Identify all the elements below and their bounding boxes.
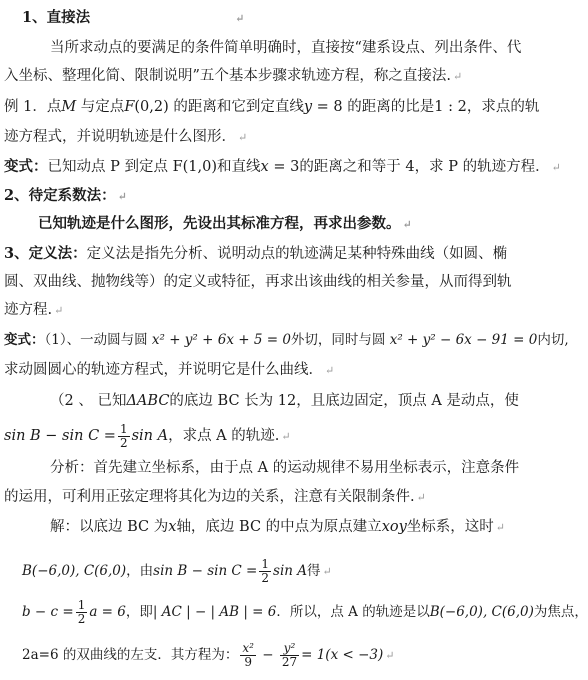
paragraph-mark: ↵: [54, 304, 64, 317]
paragraph-mark: ↵: [281, 430, 291, 443]
variant-2-line1: 变式：（1）、一动圆与圆 x² + y² + 6x + 5 = 0外切，同时与圆 x² + y² − 6x − 91 = 0内切,: [4, 332, 569, 348]
analysis-line1: 分析：首先建立坐标系，由于点 A 的运动规律不易用坐标表示，注意条件: [50, 460, 520, 476]
paragraph-mark: ↵: [385, 649, 395, 662]
paragraph-mark: ↵: [325, 364, 335, 377]
solution-line1: 解：以底边 BC 为x轴，底边 BC 的中点为原点建立xoy坐标系，这时 ↵: [50, 519, 506, 535]
solution-line2: B(−6,0), C(6,0)，由sin B − sin C = $\frac{1}{2}$ sin A得 ↵: [22, 557, 332, 585]
paragraph-mark: ↵: [238, 131, 248, 144]
analysis-line2: 的运用，可利用正弦定理将其化为边的关系，注意有关限制条件. ↵: [4, 489, 426, 505]
example-1-line1: 例 1．点M 与定点F(0,2) 的距离和它到定直线y = 8 的距离的比是1 : 2，求点的轨: [4, 99, 540, 115]
fraction-x-squared-over-9: $\frac{\text{x²}}{9}$: [242, 641, 254, 669]
paragraph-mark: ↵: [551, 161, 561, 174]
paragraph-mark: ↵: [495, 521, 506, 534]
paragraph-mark: ↵: [416, 491, 426, 504]
fraction-one-half: $\frac{1}{2}$: [119, 421, 128, 450]
example-1-line2: 迹方程式，并说明轨迹是什么图形． ↵: [4, 129, 248, 145]
fraction-one-half: $\frac{1}{2}$: [261, 557, 270, 585]
paragraph-undetermined: 已知轨迹是什么图形，先设出其标准方程，再求出参数。 ↵: [38, 215, 412, 232]
section-title-undetermined-coefficients: 2、待定系数法： ↵: [4, 187, 127, 204]
paragraph-mark: ↵: [453, 70, 463, 83]
paragraph-direct-line2: 入坐标、整理化简、限制说明”五个基本步骤求轨迹方程，称之直接法. ↵: [4, 68, 463, 84]
paragraph-direct-line1: 当所求动点的要满足的条件简单明确时，直接按“建系设点、列出条件、代: [50, 40, 522, 56]
paragraph-mark: ↵: [117, 190, 127, 203]
variant-1: 变式：已知动点 P 到定点 F(1,0)和直线x = 3的距离之和等于 4，求 P 的轨迹方程． ↵: [4, 158, 561, 175]
variant-3-line1: （2 、 已知ΔABC的底边 BC 长为 12，且底边固定，顶点 A 是动点，使: [50, 393, 519, 409]
section-definition-line2: 圆、双曲线、抛物线等）的定义或特征，再求出该曲线的相关参量，从而得到轨: [4, 274, 512, 290]
section-definition-line1: 3、定义法：定义法是指先分析、说明动点的轨迹满足某种特殊曲线（如圆、椭: [4, 245, 508, 262]
solution-line4: 2a=6 的双曲线的左支．其方程为： $\frac{\text{x²}}{9}$ − $\frac{\text{y²}}{27}$ = 1(x < −3) ↵: [22, 641, 395, 669]
paragraph-mark: ↵: [322, 565, 332, 578]
variant-2-line2: 求动圆圆心的轨迹方程式，并说明它是什么曲线． ↵: [4, 362, 335, 378]
section-title-direct-method: 1、直接法 ↵: [22, 9, 245, 26]
paragraph-mark: ↵: [402, 218, 412, 231]
solution-line3: b − c = $\frac{1}{2}$ a = 6，即| AC | − | AB | = 6．所以，点 A 的轨迹是以B(−6,0), C(6,0)为焦点，: [22, 598, 588, 626]
fraction-one-half: $\frac{1}{2}$: [77, 598, 86, 626]
variant-3-line2: sin B − sin C = $\frac{1}{2}$ sin A，求点 A 的轨迹. ↵: [4, 421, 291, 450]
section-definition-line3: 迹方程. ↵: [4, 302, 64, 318]
paragraph-mark: ↵: [235, 12, 245, 25]
fraction-y-squared-over-27: $\frac{\text{y²}}{27}$: [281, 641, 298, 669]
